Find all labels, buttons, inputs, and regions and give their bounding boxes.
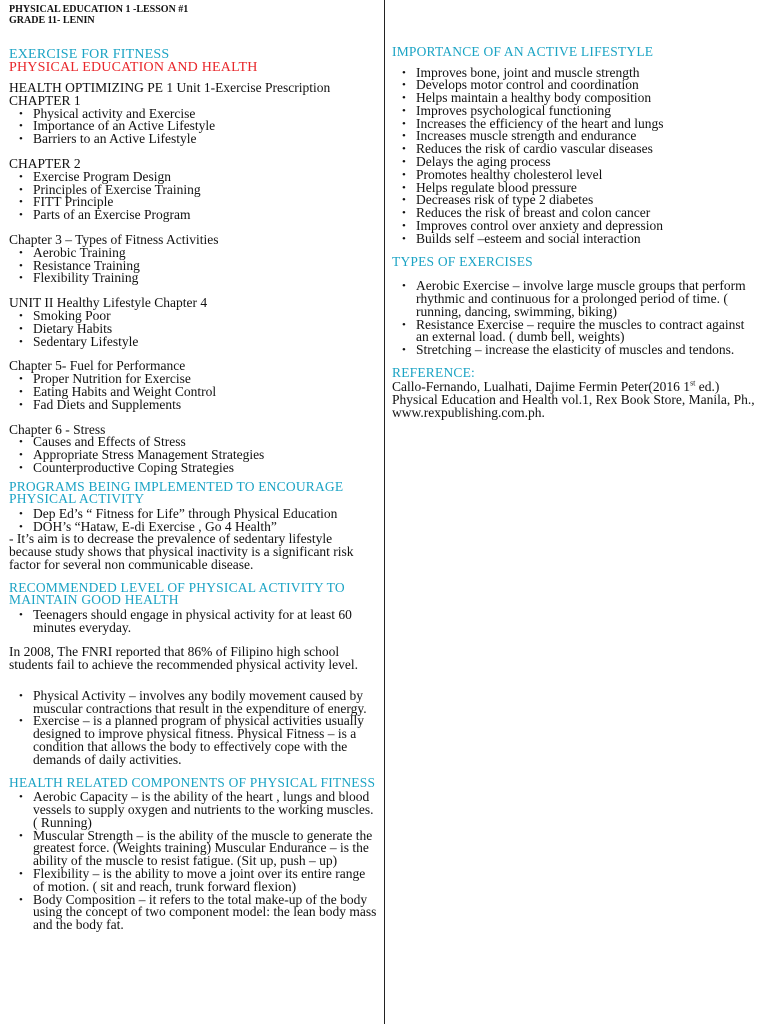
programs-list [9,505,377,534]
unit2-title: UNIT II Healthy Lifestyle Chapter 4 [9,295,208,311]
list-item: • Smoking Poor [33,310,377,323]
list-item: • Parts of an Exercise Program [33,209,377,222]
list-item: • Fad Diets and Supplements [33,399,377,412]
programs-heading: PROGRAMS BEING IMPLEMENTED TO ENCOURAGE PHYSICAL ACTIVITY [9,478,344,507]
header-line-1: PHYSICAL EDUCATION 1 -LESSON #1 [9,4,189,15]
list-item: • Eating Habits and Weight Control [33,386,377,399]
list-item: • Dietary Habits [33,323,377,336]
definitions-list [9,687,377,767]
list-item: • Improves bone, joint and muscle strength [416,67,760,80]
list-item: • Dep Ed’s “ Fitness for Life” through Physical Education [33,508,377,521]
list-item: • Physical activity and Exercise [33,108,377,121]
list-item: • Importance of an Active Lifestyle [33,120,377,133]
list-item: • Improves control over anxiety and depression [416,220,760,233]
recommended-heading: RECOMMENDED LEVEL OF PHYSICAL ACTIVITY TO MAINTAIN GOOD HEALTH [9,579,345,608]
fnri-paragraph: In 2008, The FNRI reported that 86% of Filipino high school students fail to achieve the recommended physical activity level. [9,644,359,673]
list-item: • Muscular Strength – is the ability of the muscle to generate the greatest force. (Weights training) Muscular Endurance – is the ability of the muscle to resist fatigue. (Sit up, push – up) [33,830,377,868]
list-item: • Helps regulate blood pressure [416,182,760,195]
column-divider [384,0,385,1024]
reference-part-2: ed.) Physical Education and Health vol.1, Rex Book Store, Manila, Ph., www.rexpublishing.com.ph. [392,379,755,421]
chapter2-list [9,168,377,223]
list-item: • Helps maintain a healthy body composition [416,92,760,105]
list-item: • Resistance Exercise – require the muscles to contract against an external load. ( dumb bell, weights) [416,319,760,345]
list-item: • Develops motor control and coordination [416,79,760,92]
list-item: • Decreases risk of type 2 diabetes [416,194,760,207]
list-item: • Increases muscle strength and endurance [416,130,760,143]
list-item: • Improves psychological functioning [416,105,760,118]
chapter1-title: CHAPTER 1 [9,92,81,108]
document-subtitle: PHYSICAL EDUCATION AND HEALTH [9,60,258,75]
left-column [9,0,377,932]
types-list [392,280,760,357]
list-item: • Reduces the risk of cardio vascular diseases [416,143,760,156]
chapter6-list [9,436,377,474]
list-item: • Principles of Exercise Training [33,184,377,197]
importance-list [392,64,760,246]
list-item: • Proper Nutrition for Exercise [33,373,377,386]
list-item: • Causes and Effects of Stress [33,436,377,449]
list-item: • Aerobic Capacity – is the ability of the heart , lungs and blood vessels to supply oxygen and nutrients to the working muscles. ( Running) [33,791,377,829]
unit1-line: HEALTH OPTIMIZING PE 1 Unit 1-Exercise Prescription [9,80,331,95]
list-item: • Teenagers should engage in physical activity for at least 60 minutes everyday. [33,609,377,635]
chapter3-list [9,244,377,286]
list-item: • Physical Activity – involves any bodily movement caused by muscular contractions that result in the expenditure of energy. [33,690,377,716]
chapter6-title: Chapter 6 - Stress [9,421,106,437]
components-list [9,791,377,932]
list-item: • Sedentary Lifestyle [33,336,377,349]
list-item: • Builds self –esteem and social interaction [416,233,760,246]
chapter5-list [9,373,377,411]
list-item: • Delays the aging process [416,156,760,169]
chapter2-title: CHAPTER 2 [9,155,81,171]
list-item: • Stretching – increase the elasticity of muscles and tendons. [416,344,760,357]
reference-heading: REFERENCE: [392,364,476,380]
recommended-list [9,606,377,635]
list-item: • Appropriate Stress Management Strategies [33,449,377,462]
list-item: • DOH’s “Hataw, E-di Exercise , Go 4 Health” [33,521,377,534]
list-item: • Promotes healthy cholesterol level [416,169,760,182]
document-title: EXERCISE FOR FITNESS [9,47,170,62]
list-item: • Barriers to an Active Lifestyle [33,133,377,146]
chapter3-title: Chapter 3 – Types of Fitness Activities [9,231,219,247]
list-item: • Counterproductive Coping Strategies [33,462,377,475]
chapter4-list [9,307,377,349]
components-heading: HEALTH RELATED COMPONENTS OF PHYSICAL FITNESS [9,774,376,790]
list-item: • Flexibility – is the ability to move a joint over its entire range of motion. ( sit and reach, trunk forward flexion) [33,868,377,894]
list-item: • Reduces the risk of breast and colon cancer [416,207,760,220]
list-item: • FITT Principle [33,196,377,209]
right-column [392,0,760,420]
list-item: • Flexibility Training [33,272,377,285]
list-item: • Resistance Training [33,260,377,273]
list-item: • Exercise – is a planned program of physical activities usually designed to improve physical fitness. Physical Fitness – is a condition that allows the body to effectively cope with the demands of daily activities. [33,715,377,766]
programs-note: - It’s aim is to decrease the prevalence of sedentary lifestyle because study shows that physical inactivity is a significant risk factor for several non communicable disease. [9,531,354,572]
list-item: • Exercise Program Design [33,171,377,184]
chapter1-list [9,105,377,147]
reference-text [392,378,760,421]
importance-heading: IMPORTANCE OF AN ACTIVE LIFESTYLE [392,44,654,59]
reference-superscript: st [690,378,696,388]
list-item: • Aerobic Exercise – involve large muscle groups that perform rhythmic and continuous for a prolonged period of time. ( running, dancing, swimming, biking) [416,280,760,318]
list-item: • Aerobic Training [33,247,377,260]
chapter5-title: Chapter 5- Fuel for Performance [9,358,186,374]
types-heading: TYPES OF EXERCISES [392,253,533,269]
list-item: • Body Composition – it refers to the total make-up of the body using the concept of two component model: the lean body mass and the body fat. [33,894,377,932]
list-item: • Increases the efficiency of the heart and lungs [416,118,760,131]
header-line-2: GRADE 11- LENIN [9,15,95,26]
reference-part-1: Callo-Fernando, Lualhati, Dajime Fermin Peter(2016 1 [392,379,691,395]
